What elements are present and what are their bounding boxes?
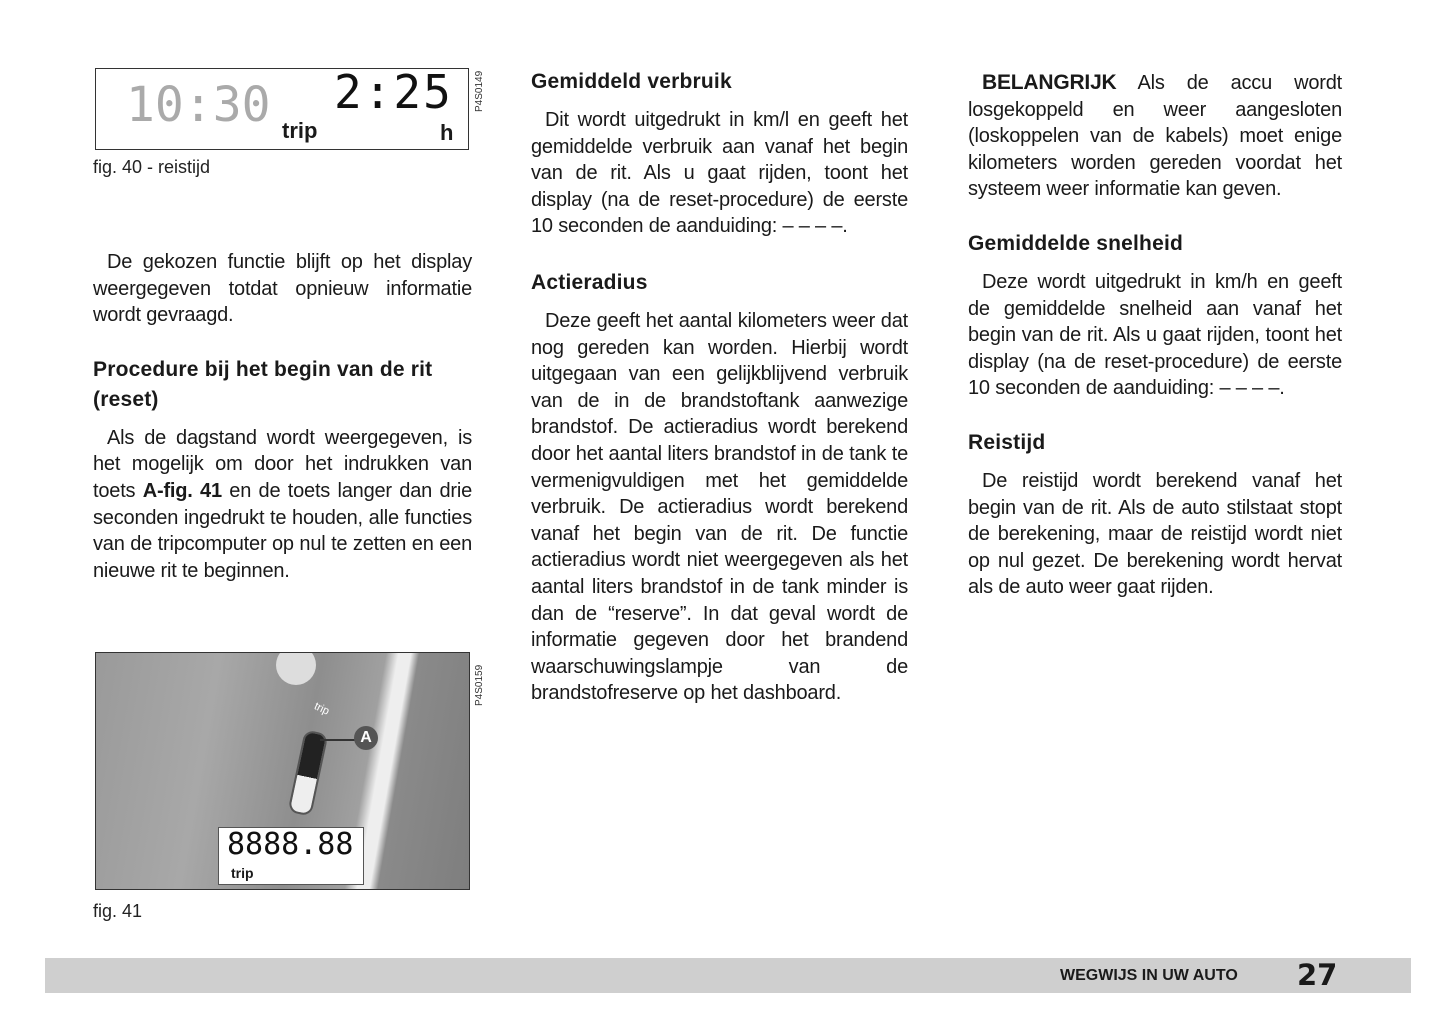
text: Als de accu wordt losgekoppeld en weer aangesloten (loskoppelen van de kabels) moet enige kilometers worden gereden voordat het systeem weer informatie kan geven. bbox=[968, 72, 1342, 201]
middle-column bbox=[531, 67, 908, 707]
figure-41-code: P4S0159 bbox=[474, 664, 485, 706]
trip-button-label: trip bbox=[312, 700, 332, 718]
left-column bbox=[93, 249, 472, 584]
paragraph-travel-time: De reistijd wordt berekend vanaf het begin van de rit. Als de auto stilstaat stopt de berekening, maar de reistijd wordt niet op nul gezet. De berekening wordt hervat als de auto weer gaat rijden. bbox=[968, 469, 1342, 599]
important-label: BELANGRIJK bbox=[982, 71, 1117, 94]
heading-travel-time: Reistijd bbox=[968, 430, 1046, 454]
trip-button bbox=[288, 729, 329, 816]
figure-40-caption: fig. 40 - reistijd bbox=[93, 157, 211, 177]
paragraph-display-info: De gekozen functie blijft op het display weergegeven totdat opnieuw informatie wordt gevraagd. bbox=[93, 251, 472, 327]
text: en de toets langer dan drie seconden ingedrukt te houden, alle functies van de tripcomputer op nul te zetten en een nieuwe rit te beginnen. bbox=[93, 479, 472, 582]
paragraph-important bbox=[968, 70, 1342, 203]
figure-40-display bbox=[95, 65, 469, 150]
right-column bbox=[968, 70, 1342, 601]
trip-time-readout: 2:25 bbox=[334, 65, 453, 119]
text: Als de dagstand wordt weergegeven, is het mogelijk om door het indrukken van toets bbox=[93, 426, 472, 502]
figure-41-caption: fig. 41 bbox=[93, 901, 143, 921]
heading-reset-procedure: Procedure bij het begin van de rit (reset) bbox=[93, 357, 433, 411]
unit-label: h bbox=[440, 120, 454, 145]
knob-shape bbox=[276, 652, 316, 685]
section-title: WEGWIJS IN UW AUTO bbox=[1060, 967, 1238, 984]
heading-average-consumption: Gemiddeld verbruik bbox=[531, 70, 732, 93]
trip-label: trip bbox=[282, 118, 318, 143]
callout-a-badge bbox=[354, 726, 378, 750]
paragraph-reset bbox=[93, 425, 472, 585]
heading-average-speed: Gemiddelde snelheid bbox=[968, 231, 1184, 255]
page-footer bbox=[45, 958, 1411, 993]
page-number: 27 bbox=[1297, 958, 1338, 992]
figure-40-code: P4S0149 bbox=[474, 70, 485, 112]
odometer-display bbox=[218, 827, 364, 885]
odometer-readout: 8888.88 bbox=[227, 827, 354, 862]
callout-a-label: A bbox=[360, 729, 372, 746]
paragraph-average-speed: Deze wordt uitgedrukt in km/h en geeft de gemiddelde snelheid aan vanaf het begin van de rit. Als u gaat rijden, toont het display (na de reset-procedure) de eerste 10 seconden de aanduiding: – – – –. bbox=[968, 270, 1342, 400]
odometer-trip-label: trip bbox=[231, 865, 254, 881]
clock-readout: 10:30 bbox=[126, 77, 271, 133]
paragraph-range: Deze geeft het aantal kilometers weer dat nog gereden kan worden. Hierbij wordt uitgegaan van een gelijkblijvend verbruik van de in de brandstoftank aanwezige brandstof. De actieradius wordt berekend door het aantal liters brandstof in de tank te vermenigvuldigen met het gemiddelde verbruik. De actieradius wordt berekend vanaf het begin van de rit. De functie actieradius wordt niet weergegeven als het aantal liters brandstof in de tank minder is dan de “reserve”. In dat geval wordt de informatie gegeven door het brandend waarschuwingslampje van de brandstofreserve op het dashboard. bbox=[531, 309, 908, 705]
figure-reference: A-fig. 41 bbox=[142, 479, 222, 502]
paragraph-average-consumption: Dit wordt uitgedrukt in km/l en geeft het gemiddelde verbruik aan vanaf het begin van de rit. Als u gaat rijden, toont het display (na de reset-procedure) de eerste 10 seconden de aanduiding: – – – –. bbox=[531, 109, 908, 238]
figure-41-photo bbox=[95, 652, 470, 890]
heading-range: Actieradius bbox=[531, 270, 648, 294]
